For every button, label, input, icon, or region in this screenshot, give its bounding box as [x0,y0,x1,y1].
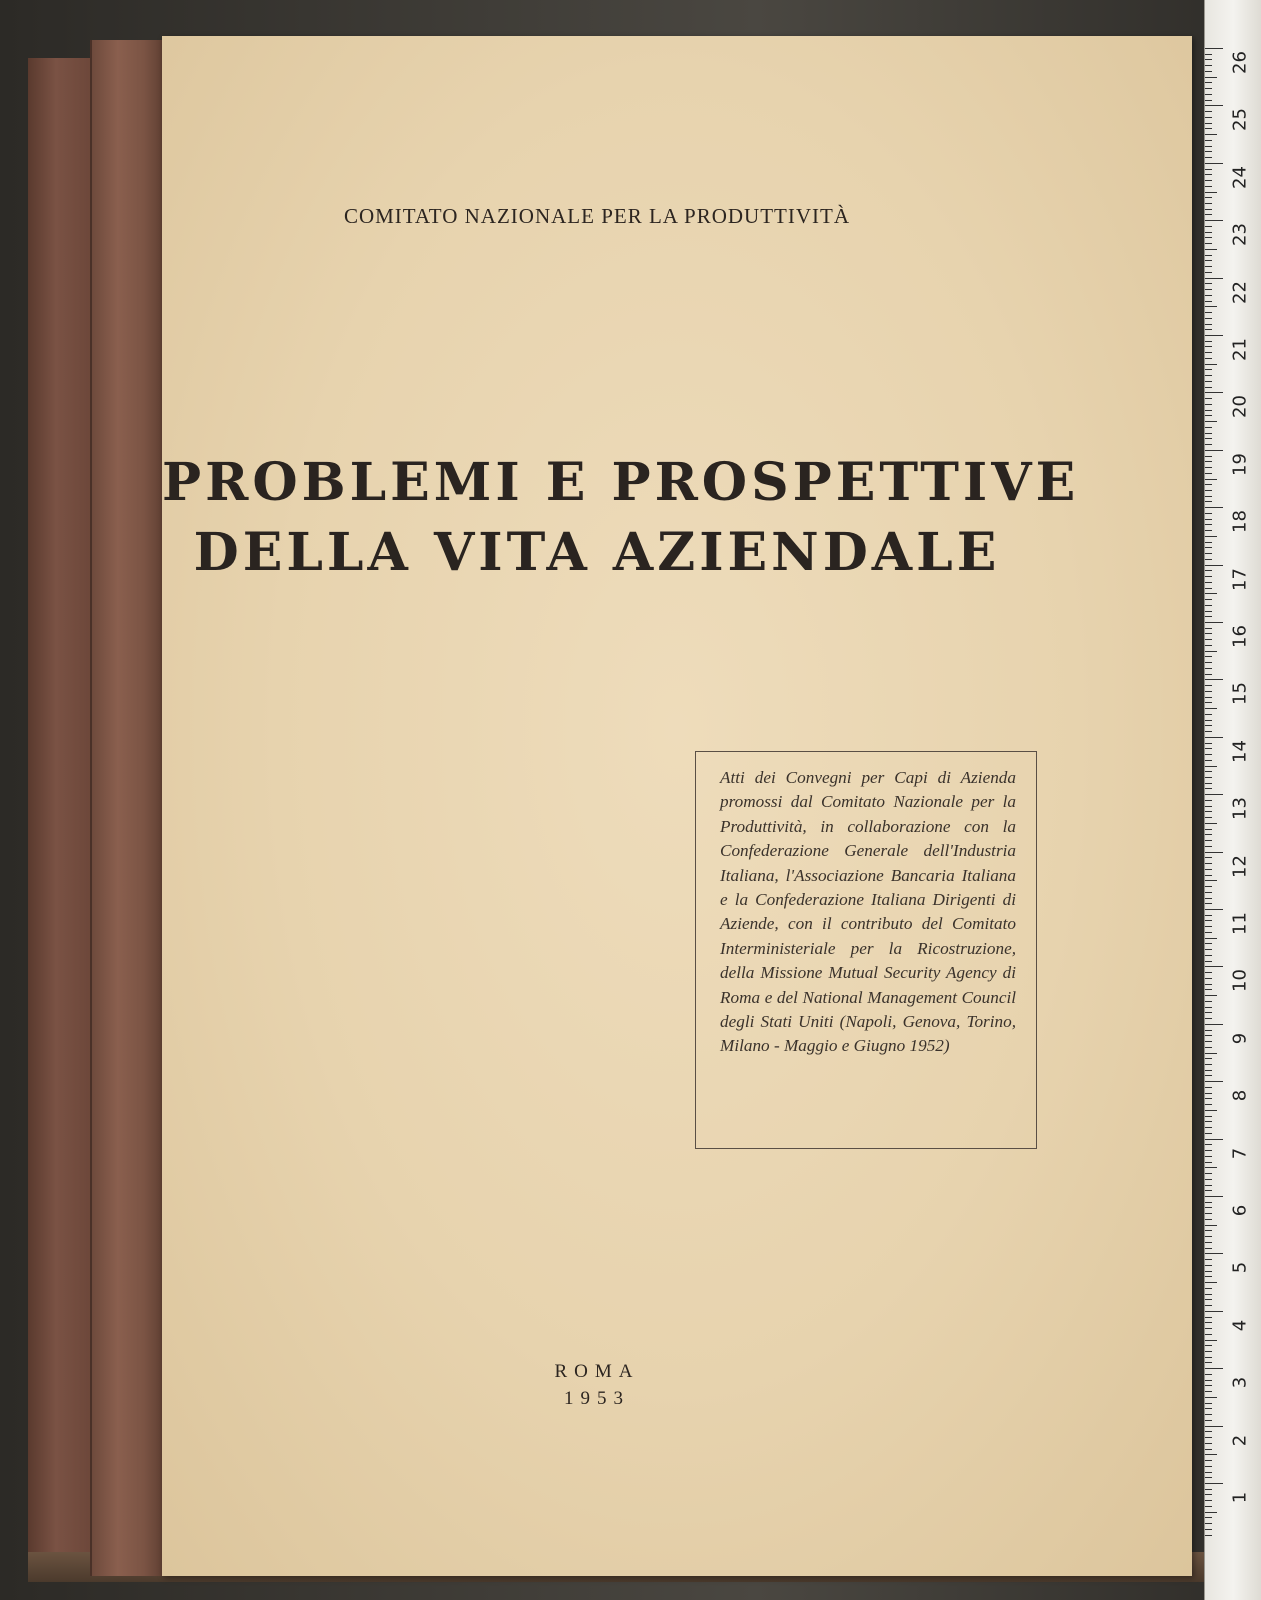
ruler-tick [1205,651,1217,652]
ruler-tick [1205,582,1212,583]
ruler-tick [1205,1207,1212,1208]
ruler-tick [1205,731,1212,732]
ruler-tick [1205,473,1212,474]
ruler-tick [1205,1259,1212,1260]
ruler-number: 16 [1229,625,1251,648]
ruler-tick [1205,685,1212,686]
ruler-tick [1205,1385,1212,1386]
ruler-tick [1205,456,1212,457]
ruler-tick [1205,1127,1212,1128]
ruler-tick [1205,197,1212,198]
ruler-tick [1205,766,1217,767]
ruler-tick [1205,662,1212,663]
ruler-tick [1205,771,1212,772]
ruler-tick [1205,1311,1223,1312]
ruler-tick [1205,1167,1217,1168]
ruler-tick [1205,938,1217,939]
ruler-tick [1205,1282,1217,1283]
ruler-tick [1205,892,1212,893]
ruler-tick [1205,1173,1212,1174]
ruler-tick [1205,1253,1223,1254]
ruler-tick [1205,1276,1212,1277]
ruler-tick [1205,1414,1212,1415]
ruler-tick [1205,817,1212,818]
ruler-tick [1205,524,1212,525]
ruler-tick [1205,180,1212,181]
ruler-tick [1205,283,1212,284]
ruler-number: 9 [1229,1032,1251,1045]
ruler-tick [1205,404,1212,405]
ruler-tick [1205,1500,1212,1501]
ruler-tick [1205,1472,1212,1473]
ruler-tick [1205,547,1212,548]
ruler-tick [1205,1523,1212,1524]
ruler-tick [1205,415,1212,416]
ruler-tick [1205,737,1223,738]
ruler-tick [1205,1437,1212,1438]
ruler-tick [1205,926,1212,927]
ruler-tick [1205,852,1223,853]
ruler-tick [1205,1156,1212,1157]
ruler-tick [1205,794,1223,795]
ruler-tick [1205,77,1217,78]
ruler-tick [1205,398,1212,399]
ruler-tick [1205,611,1212,612]
ruler-tick [1205,1489,1212,1490]
ruler-tick [1205,444,1212,445]
ruler-tick [1205,674,1212,675]
ruler-tick [1205,1449,1212,1450]
ruler-number: 17 [1229,567,1251,591]
ruler-tick [1205,720,1212,721]
ruler-tick [1205,266,1212,267]
ruler-tick [1205,1512,1217,1513]
ruler-tick [1205,656,1212,657]
ruler-tick [1205,1202,1212,1203]
ruler-tick [1205,59,1212,60]
ruler-tick [1205,1357,1212,1358]
ruler-tick [1205,840,1212,841]
ruler-tick [1205,71,1212,72]
ruler-tick [1205,433,1212,434]
ruler-tick [1205,559,1212,560]
ruler-tick [1205,421,1217,422]
ruler-tick [1205,1351,1212,1352]
ruler-tick [1205,1018,1212,1019]
ruler-tick [1205,622,1223,623]
ruler-number: 21 [1229,338,1251,361]
imprint-year: 1953 [564,1388,630,1409]
ruler-tick [1205,1420,1212,1421]
ruler-tick [1205,306,1217,307]
ruler-tick [1205,255,1212,256]
ruler-tick [1205,1024,1223,1025]
ruler-tick [1205,1093,1212,1094]
description-box [695,751,1037,1149]
ruler-tick [1205,484,1212,485]
ruler-tick [1205,410,1212,411]
ruler-number: 13 [1229,797,1251,821]
ruler-tick [1205,272,1212,273]
ruler-tick [1205,1334,1212,1335]
ruler-tick [1205,949,1212,950]
ruler-tick [1205,748,1212,749]
ruler-tick [1205,318,1212,319]
ruler-tick [1205,834,1212,835]
ruler-tick [1205,1070,1212,1071]
ruler-number: 26 [1229,51,1251,74]
ruler-tick [1205,387,1212,388]
ruler-tick [1205,1248,1212,1249]
ruler-tick [1205,593,1217,594]
ruler-tick [1205,846,1212,847]
ruler-tick [1205,1322,1212,1323]
ruler-number: 18 [1229,510,1251,534]
ruler-tick [1205,1030,1212,1031]
ruler-tick [1205,1116,1212,1117]
ruler-number: 7 [1229,1147,1251,1159]
book-cover [162,36,1192,1576]
ruler-tick [1205,1517,1212,1518]
ruler-tick [1205,479,1217,480]
ruler-tick [1205,381,1212,382]
ruler-tick [1205,312,1212,313]
ruler-tick [1205,806,1212,807]
ruler-tick [1205,364,1217,365]
ruler-tick [1205,65,1212,66]
ruler-tick [1205,1368,1223,1369]
ruler-tick [1205,496,1212,497]
ruler-tick [1205,507,1223,508]
ruler-number: 6 [1229,1204,1251,1217]
ruler-tick [1205,1271,1212,1272]
ruler-tick [1205,513,1212,514]
ruler-tick [1205,886,1212,887]
ruler-tick [1205,1230,1212,1231]
ruler-tick [1205,932,1212,933]
ruler-tick [1205,691,1212,692]
ruler-tick [1205,542,1212,543]
ruler-tick [1205,645,1212,646]
ruler-tick [1205,679,1223,680]
book-spine [90,40,166,1576]
ruler-tick [1205,788,1212,789]
ruler-tick [1205,1087,1212,1088]
ruler-tick [1205,909,1223,910]
ruler-tick [1205,220,1223,221]
ruler-tick [1205,869,1212,870]
ruler-tick [1205,857,1212,858]
ruler-tick [1205,714,1212,715]
ruler-tick [1205,1391,1212,1392]
ruler-tick [1205,565,1223,566]
ruler-tick [1205,1196,1223,1197]
ruler-tick [1205,920,1212,921]
ruler-number: 20 [1229,395,1251,419]
ruler-tick [1205,823,1217,824]
ruler-tick [1205,174,1212,175]
ruler-tick [1205,1294,1212,1295]
ruler-tick [1205,128,1212,129]
ruler-tick [1205,1133,1212,1134]
ruler-tick [1205,915,1212,916]
ruler-tick [1205,260,1212,261]
ruler-tick [1205,346,1212,347]
ruler-tick [1205,490,1212,491]
ruler-tick [1205,1317,1212,1318]
ruler-tick [1205,100,1212,101]
ruler-tick [1205,800,1212,801]
ruler-tick [1205,955,1212,956]
ruler-tick [1205,530,1212,531]
book-title [162,448,1192,588]
ruler-tick [1205,519,1212,520]
ruler-tick [1205,335,1223,336]
ruler-tick [1205,1460,1212,1461]
ruler-tick [1205,1443,1212,1444]
ruler-number: 15 [1229,682,1251,706]
ruler-tick [1205,1506,1212,1507]
ruler-tick [1205,1374,1212,1375]
ruler-tick [1205,743,1212,744]
ruler-tick [1205,1064,1212,1065]
ruler-number: 10 [1229,969,1251,993]
ruler-tick [1205,1007,1212,1008]
ruler-tick [1205,289,1212,290]
ruler-tick [1205,1494,1212,1495]
ruler-tick [1205,324,1212,325]
ruler-tick [1205,989,1212,990]
ruler-tick [1205,1190,1212,1191]
ruler-tick [1205,1098,1212,1099]
imprint-place: ROMA [554,1361,640,1382]
ruler-number: 8 [1229,1089,1251,1102]
ruler-tick [1205,783,1212,784]
ruler-tick [1205,966,1223,967]
ruler-number: 5 [1229,1262,1251,1274]
ruler-tick [1205,88,1212,89]
ruler-tick [1205,203,1212,204]
ruler-tick [1205,1179,1212,1180]
ruler-tick [1205,358,1212,359]
ruler-tick [1205,978,1212,979]
ruler-tick [1205,157,1212,158]
ruler-tick [1205,697,1212,698]
ruler-tick [1205,1053,1217,1054]
ruler-tick [1205,760,1212,761]
ruler-tick [1205,1305,1212,1306]
ruler-tick [1205,1380,1212,1381]
ruler-tick [1205,1236,1212,1237]
ruler-tick [1205,329,1212,330]
measuring-ruler [1204,0,1261,1600]
ruler-number: 2 [1229,1434,1251,1446]
ruler-tick [1205,943,1212,944]
ruler-tick [1205,352,1212,353]
ruler-tick [1205,1225,1217,1226]
ruler-tick [1205,1362,1212,1363]
ruler-tick [1205,1535,1212,1536]
ruler-tick [1205,1110,1217,1111]
ruler-tick [1205,1408,1212,1409]
ruler-tick [1205,243,1212,244]
ruler-tick [1205,501,1212,502]
ruler-tick [1205,668,1212,669]
ruler-tick [1205,140,1212,141]
ruler-tick [1205,1144,1212,1145]
ruler-tick [1205,1340,1217,1341]
title-line-2: DELLA VITA AZIENDALE [193,522,1001,583]
ruler-tick [1205,295,1212,296]
ruler-tick [1205,1047,1212,1048]
ruler-tick [1205,639,1212,640]
ruler-number: 22 [1229,280,1251,304]
ruler-tick [1205,863,1212,864]
ruler-number: 12 [1229,854,1251,878]
ruler-tick [1205,192,1217,193]
ruler-tick [1205,1299,1212,1300]
ruler-tick [1205,599,1212,600]
ruler-tick [1205,1345,1212,1346]
ruler-tick [1205,226,1212,227]
ruler-tick [1205,829,1212,830]
ruler-number: 3 [1229,1376,1251,1389]
ruler-tick [1205,341,1212,342]
ruler-tick [1205,232,1212,233]
ruler-tick [1205,237,1212,238]
ruler-number: 25 [1229,108,1251,132]
ruler-tick [1205,461,1212,462]
ruler-tick [1205,427,1212,428]
ruler-tick [1205,1185,1212,1186]
ruler-tick [1205,450,1223,451]
ruler-tick [1205,1426,1223,1427]
ruler-tick [1205,1075,1212,1076]
ruler-tick [1205,392,1223,393]
ruler-tick [1205,1328,1212,1329]
ruler-tick [1205,438,1212,439]
ruler-tick [1205,553,1212,554]
ruler-tick [1205,169,1212,170]
ruler-tick [1205,375,1212,376]
ruler-tick [1205,1001,1212,1002]
ruler-tick [1205,898,1212,899]
ruler-tick [1205,1139,1223,1140]
ruler-tick [1205,467,1212,468]
ruler-tick [1205,209,1212,210]
imprint [162,1358,1192,1412]
ruler-tick [1205,1012,1212,1013]
ruler-tick [1205,1035,1212,1036]
ruler-tick [1205,1162,1212,1163]
ruler-tick [1205,1242,1212,1243]
ruler-tick [1205,94,1212,95]
ruler-tick [1205,105,1223,106]
ruler-tick [1205,1081,1223,1082]
ruler-tick [1205,702,1212,703]
ruler-tick [1205,249,1217,250]
ruler-tick [1205,984,1212,985]
ruler-tick [1205,117,1212,118]
ruler-tick [1205,1403,1212,1404]
ruler-tick [1205,1477,1212,1478]
ruler-tick [1205,570,1212,571]
ruler-tick [1205,777,1212,778]
ruler-tick [1205,880,1217,881]
ruler-tick [1205,123,1212,124]
ruler-tick [1205,1041,1212,1042]
ruler-tick [1205,186,1212,187]
ruler-number: 4 [1229,1319,1251,1332]
ruler-tick [1205,1121,1212,1122]
ruler-tick [1205,111,1212,112]
ruler-tick [1205,536,1217,537]
ruler-tick [1205,301,1212,302]
ruler-tick [1205,1219,1212,1220]
ruler-number: 11 [1229,912,1251,935]
publisher-line: COMITATO NAZIONALE PER LA PRODUTTIVITÀ [343,204,851,228]
ruler-tick [1205,725,1212,726]
ruler-tick [1205,616,1212,617]
ruler-tick [1205,146,1212,147]
ruler-tick [1205,754,1212,755]
ruler-number: 14 [1229,739,1251,763]
ruler-tick [1205,278,1223,279]
ruler-tick [1205,151,1212,152]
ruler-tick [1205,163,1223,164]
ruler-tick [1205,903,1212,904]
ruler-tick [1205,82,1212,83]
ruler-tick [1205,1058,1212,1059]
description-text: Atti dei Convegni per Capi di Azienda promossi dal Comitato Nazionale per la Produttività, in collaborazione con la Confederazione Generale dell'Industria Italiana, l'Associazione Bancaria Italiana e la Confederazione Italiana Dirigenti di Aziende, con il contributo del Comitato Interministeriale per la Ricostruzione, della Missione Mutual Security Agency di Roma e del National Management Council degli Stati Uniti (Napoli, Genova, Torino, Milano - Maggio e Giugno 1952) [720,768,1016,1056]
ruler-tick [1205,961,1212,962]
ruler-tick [1205,605,1212,606]
ruler-tick [1205,134,1217,135]
ruler-number: 23 [1229,223,1251,247]
ruler-tick [1205,369,1212,370]
ruler-tick [1205,1454,1217,1455]
ruler-number: 24 [1229,165,1251,189]
ruler-tick [1205,633,1212,634]
ruler-tick [1205,588,1212,589]
ruler-number: 1 [1229,1491,1251,1504]
ruler-tick [1205,1150,1212,1151]
ruler-tick [1205,1483,1223,1484]
ruler-tick [1205,972,1212,973]
ruler-tick [1205,1466,1212,1467]
ruler-tick [1205,214,1212,215]
ruler-tick [1205,1431,1212,1432]
ruler-tick [1205,1288,1212,1289]
title-line-1: PROBLEMI E PROSPETTIVE [162,452,1080,513]
ruler-tick [1205,1104,1212,1105]
ruler-tick [1205,708,1217,709]
ruler-tick [1205,576,1212,577]
ruler-tick [1205,48,1223,49]
ruler-tick [1205,1397,1217,1398]
ruler-tick [1205,628,1212,629]
ruler-tick [1205,1213,1212,1214]
ruler-number: 19 [1229,452,1251,476]
ruler-tick [1205,1265,1212,1266]
ruler-tick [1205,54,1212,55]
ruler-tick [1205,875,1212,876]
ruler-tick [1205,1529,1212,1530]
ruler-tick [1205,811,1212,812]
ruler-tick [1205,995,1217,996]
